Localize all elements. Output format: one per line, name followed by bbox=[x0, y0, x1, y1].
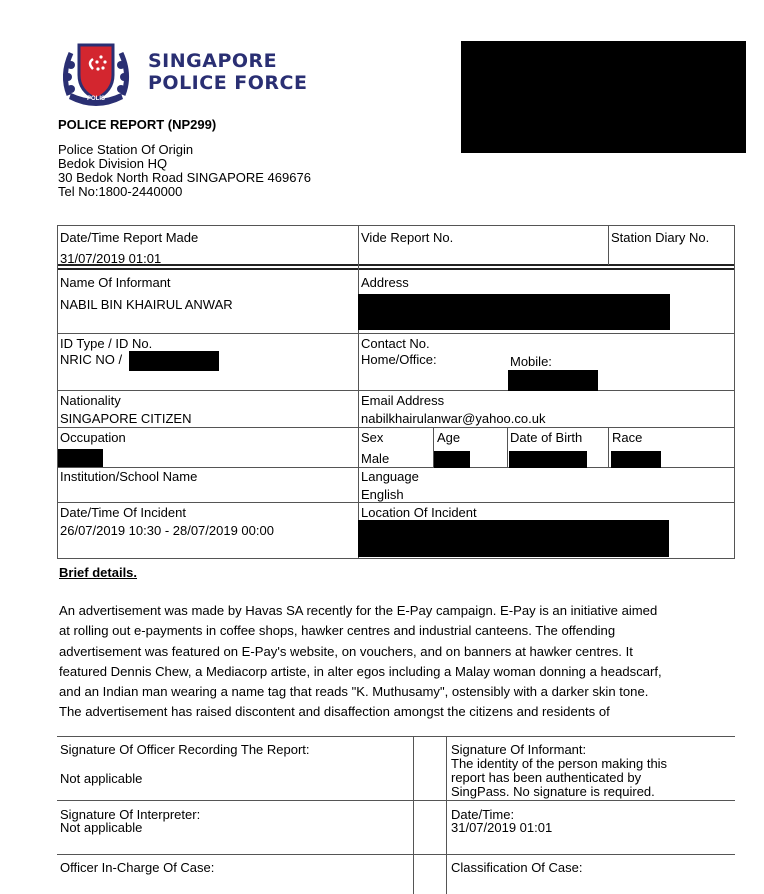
nationality-label: Nationality bbox=[60, 393, 121, 408]
col-divider bbox=[507, 427, 508, 467]
sig-datetime-label: Date/Time: bbox=[451, 807, 515, 822]
redaction-location bbox=[358, 520, 669, 557]
row-divider bbox=[57, 427, 735, 428]
row-divider bbox=[57, 502, 735, 503]
email-label: Email Address bbox=[361, 393, 445, 408]
language-label: Language bbox=[361, 469, 419, 484]
home-office-label: Home/Office: bbox=[361, 352, 437, 367]
mobile-label: Mobile: bbox=[510, 354, 552, 369]
station-label: Police Station Of Origin bbox=[58, 142, 194, 157]
org-name-line2: POLICE FORCE bbox=[148, 72, 308, 94]
brief-line: and an Indian man wearing a name tag that reads "K. Muthusamy", ostensibly with a darker skin tone. bbox=[59, 684, 649, 700]
nationality-value: SINGAPORE CITIZEN bbox=[60, 411, 192, 426]
brief-line: The advertisement has raised discontent and disaffection amongst the citizens and residents of bbox=[59, 704, 610, 720]
station-name: Bedok Division HQ bbox=[58, 156, 168, 171]
brief-line: at rolling out e-payments in coffee shops, hawker centres and industrial canteens. The offending bbox=[59, 623, 616, 639]
sig-col-divider bbox=[446, 736, 447, 894]
incident-datetime-label: Date/Time Of Incident bbox=[60, 505, 186, 520]
id-type-value: NRIC NO / bbox=[60, 352, 123, 367]
report-title: POLICE REPORT (NP299) bbox=[58, 117, 217, 132]
language-value: English bbox=[361, 487, 404, 502]
incident-location-label: Location Of Incident bbox=[361, 505, 477, 520]
org-name-line1: SINGAPORE bbox=[148, 50, 278, 72]
race-label: Race bbox=[612, 430, 643, 445]
col-divider bbox=[608, 427, 609, 467]
redaction-id-number bbox=[129, 351, 219, 371]
age-label: Age bbox=[437, 430, 461, 445]
station-diary-label: Station Diary No. bbox=[611, 230, 710, 245]
row-divider bbox=[57, 390, 735, 391]
classification-label: Classification Of Case: bbox=[451, 860, 583, 875]
id-type-label: ID Type / ID No. bbox=[60, 336, 153, 351]
sex-label: Sex bbox=[361, 430, 384, 445]
brief-line: featured Dennis Chew, a Mediacorp artiste, in alter egos including a Malay woman donning a headscarf, bbox=[59, 663, 662, 679]
interpreter-signature-label: Signature Of Interpreter: bbox=[60, 807, 201, 822]
officer-signature-label: Signature Of Officer Recording The Report: bbox=[60, 742, 310, 757]
informant-label: Name Of Informant bbox=[60, 275, 171, 290]
crest-band-text: POLIS bbox=[87, 96, 106, 102]
email-value: nabilkhairulanwar@yahoo.co.uk bbox=[361, 411, 546, 426]
sex-value: Male bbox=[361, 451, 390, 466]
spf-crest-logo bbox=[57, 35, 135, 113]
row-divider bbox=[57, 558, 735, 559]
informant-signature-note: The identity of the person making this bbox=[451, 756, 668, 771]
brief-paragraph bbox=[59, 601, 739, 723]
station-address: 30 Bedok North Road SINGAPORE 469676 bbox=[58, 170, 311, 185]
redaction-address bbox=[358, 294, 670, 330]
datetime-report-value: 31/07/2019 01:01 bbox=[60, 251, 162, 266]
table-top-rule bbox=[57, 225, 735, 226]
redaction-dob bbox=[509, 451, 587, 468]
sig-datetime-value: 31/07/2019 01:01 bbox=[451, 820, 553, 835]
redaction-mobile bbox=[508, 370, 598, 391]
redaction-age bbox=[434, 451, 470, 468]
interpreter-signature-value: Not applicable bbox=[60, 820, 143, 835]
officer-signature-value: Not applicable bbox=[60, 771, 143, 786]
sig-table-top bbox=[57, 736, 735, 737]
contact-label: Contact No. bbox=[361, 336, 430, 351]
table-double-rule-b bbox=[57, 268, 735, 270]
brief-heading: Brief details. bbox=[59, 565, 138, 580]
brief-line: advertisement was featured on E-Pay's website, on vouchers, and on banners at hawker centres. It bbox=[59, 643, 633, 659]
informant-signature-label: Signature Of Informant: bbox=[451, 742, 587, 757]
informant-signature-note: SingPass. No signature is required. bbox=[451, 784, 655, 799]
sig-row-divider bbox=[57, 854, 735, 855]
officer-in-charge-label: Officer In-Charge Of Case: bbox=[60, 860, 215, 875]
redaction-occupation bbox=[58, 449, 103, 467]
datetime-report-label: Date/Time Report Made bbox=[60, 230, 199, 245]
col-divider bbox=[608, 225, 609, 265]
brief-line: An advertisement was made by Havas SA recently for the E-Pay campaign. E-Pay is an initiative aimed bbox=[59, 603, 658, 618]
informant-value: NABIL BIN KHAIRUL ANWAR bbox=[60, 297, 233, 312]
vide-report-label: Vide Report No. bbox=[361, 230, 454, 245]
redaction-race bbox=[611, 451, 661, 468]
station-tel: Tel No:1800-2440000 bbox=[58, 184, 183, 199]
occupation-label: Occupation bbox=[60, 430, 126, 445]
redaction-header bbox=[461, 41, 746, 153]
address-label: Address bbox=[361, 275, 409, 290]
row-divider bbox=[57, 333, 735, 334]
institution-label: Institution/School Name bbox=[60, 469, 198, 484]
informant-signature-note: report has been authenticated by bbox=[451, 770, 642, 785]
col-divider bbox=[358, 225, 359, 558]
incident-datetime-value: 26/07/2019 10:30 - 28/07/2019 00:00 bbox=[60, 523, 274, 538]
dob-label: Date of Birth bbox=[510, 430, 583, 445]
sig-row-divider bbox=[57, 800, 735, 801]
sig-col-divider bbox=[413, 736, 414, 894]
col-divider bbox=[57, 225, 58, 558]
col-divider bbox=[734, 225, 735, 558]
